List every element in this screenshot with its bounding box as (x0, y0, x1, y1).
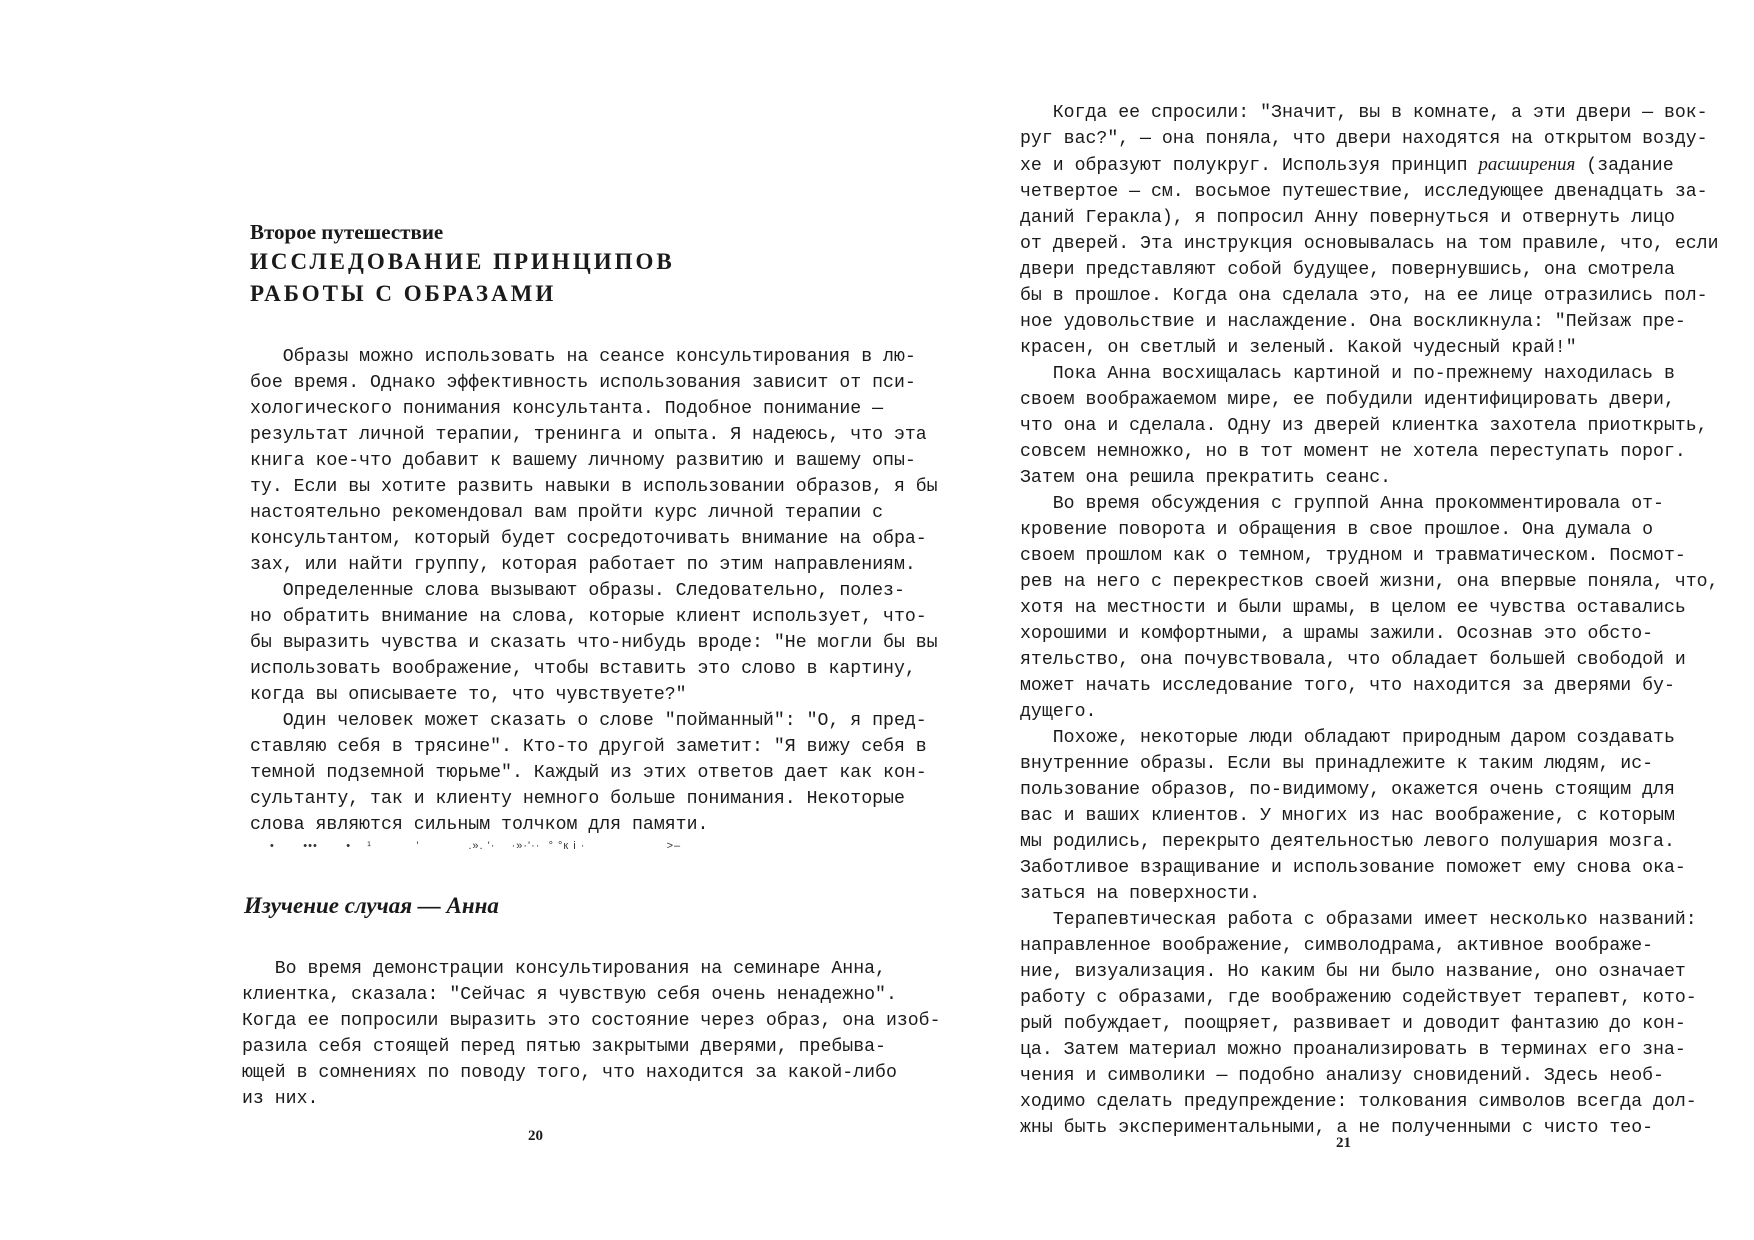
text-line: даний Геракла), я попросил Анну повернуться и отвернуть лицо (1020, 208, 1675, 228)
paragraph (1020, 100, 1720, 361)
text-line: руг вас?", — она поняла, что двери находятся на открытом возду- (1020, 129, 1708, 149)
text-line: жны быть экспериментальными, а не полученными с чисто тео- (1020, 1118, 1654, 1138)
chapter-kicker: Второе путешествие (250, 220, 444, 244)
text-line: чения и символики — подобно анализу сновидений. Здесь необ- (1020, 1066, 1664, 1086)
text-line: хе и образуют полукруг. Используя принцип расширения (задание (1020, 154, 1674, 176)
text-line: темной подземной тюрьме". Каждый из этих ответов дает как кон- (250, 763, 927, 783)
emphasis-term: расширения (1478, 154, 1576, 175)
text-line: сультанту, так и клиенту немного больше понимания. Некоторые (250, 789, 905, 809)
text-line: использовать воображение, чтобы вставить это слово в картину, (250, 659, 916, 679)
left-body-block-2 (242, 956, 941, 1112)
text-line: Терапевтическая работа с образами имеет несколько названий: (1020, 910, 1697, 930)
page-number: 20 (528, 1128, 543, 1144)
left-body-block-1 (250, 344, 938, 838)
text-line: хотя на местности и были шрамы, в целом ее чувства оставались (1020, 598, 1686, 618)
text-line: ставляю себя в трясине". Кто-то другой заметит: "Я вижу себя в (250, 737, 927, 757)
text-line: ние, визуализация. Но каким бы ни было название, оно означает (1020, 962, 1686, 982)
paragraph (1020, 725, 1720, 907)
text-line: ятельство, она почувствовала, что обладает большей свободой и (1020, 650, 1686, 670)
section-heading: Изучение случая — Анна (244, 893, 499, 918)
text-line: Затем она решила прекратить сеанс. (1020, 468, 1392, 488)
text-line: хологического понимания консультанта. Подобное понимание — (250, 399, 884, 419)
paragraph (242, 956, 941, 1112)
text-line: ходимо сделать предупреждение: толкования символов всегда дол- (1020, 1092, 1697, 1112)
text-line: разила себя стоящей перед пятью закрытыми дверями, пребыва- (242, 1037, 886, 1057)
text-line: Когда ее попросили выразить это состояние через образ, она изоб- (242, 1011, 941, 1031)
paragraph (1020, 491, 1720, 725)
text-line: ту. Если вы хотите развить навыки в использовании образов, я бы (250, 477, 938, 497)
text-line: своем прошлом как о темном, трудном и травматическом. Посмот- (1020, 546, 1686, 566)
text-line: Заботливое взращивание и использование поможет ему снова ока- (1020, 858, 1686, 878)
text-line: Похоже, некоторые люди обладают природным даром создавать (1020, 728, 1675, 748)
text-line: ющей в сомнениях по поводу того, что находится за какой-либо (242, 1063, 897, 1083)
text-line: результат личной терапии, тренинга и опыта. Я надеюсь, что эта (250, 425, 927, 445)
text-line: консультантом, который будет сосредоточивать внимание на обра- (250, 529, 927, 549)
text-line: четвертое — см. восьмое путешествие, исследующее двенадцать за- (1020, 182, 1708, 202)
paragraph (1020, 907, 1720, 1141)
text-line: красен, он светлый и зеленый. Какой чудесный край!" (1020, 338, 1577, 358)
text-line: из них. (242, 1089, 319, 1109)
text-line: Один человек может сказать о слове "пойманный": "О, я пред- (250, 711, 927, 731)
paragraph (250, 344, 938, 578)
paragraph (1020, 361, 1720, 491)
text-line: совсем немножко, но в тот момент не хотела переступать порог. (1020, 442, 1686, 462)
text-line: заться на поверхности. (1020, 884, 1261, 904)
text-line: дущего. (1020, 702, 1097, 722)
paragraph (250, 578, 938, 708)
text-line: бое время. Однако эффективность использования зависит от пси- (250, 373, 916, 393)
text-line: книга кое-что добавит к вашему личному развитию и вашему опы- (250, 451, 916, 471)
text-line: может начать исследование того, что находится за дверями бу- (1020, 676, 1675, 696)
text-line: ца. Затем материал можно проанализировать в терминах его зна- (1020, 1040, 1686, 1060)
text-line: слова являются сильным толчком для памяти. (250, 815, 709, 835)
paragraph (250, 708, 927, 838)
text-line: клиентка, сказала: "Сейчас я чувствую себя очень ненадежно". (242, 985, 897, 1005)
text-line: пользование образов, по-видимому, окажется очень стоящим для (1020, 780, 1675, 800)
text-line: бы в прошлое. Когда она сделала это, на ее лице отразились пол- (1020, 286, 1708, 306)
text-line: своем воображаемом мире, ее побудили идентифицировать двери, (1020, 390, 1675, 410)
text-fragment: (задание (1575, 156, 1674, 176)
text-line: Когда ее спросили: "Значит, вы в комнате, а эти двери — вок- (1020, 103, 1708, 123)
text-line: Образы можно использовать на сеансе консультирования в лю- (250, 347, 916, 367)
text-line: двери представляют собой будущее, повернувшись, она смотрела (1020, 260, 1675, 280)
text-line: Определенные слова вызывают образы. Следовательно, полез- (250, 581, 905, 601)
text-line: от дверей. Эта инструкция основывалась на том правиле, что, если (1020, 234, 1719, 254)
text-line: Во время демонстрации консультирования на семинаре Анна, (242, 959, 886, 979)
text-line: что она и сделала. Одну из дверей клиентка захотела приоткрыть, (1020, 416, 1708, 436)
text-line: бы выразить чувства и сказать что-нибудь вроде: "Не могли бы вы (250, 633, 938, 653)
text-line: внутренние образы. Если вы принадлежите к таким людям, ис- (1020, 754, 1654, 774)
page-number: 21 (1336, 1135, 1351, 1151)
text-line: рый побуждает, поощряет, развивает и доводит фантазию до кон- (1020, 1014, 1686, 1034)
text-line: зах, или найти группу, которая работает по этим направлениям. (250, 555, 916, 575)
right-page (877, 0, 1754, 1240)
text-line: настоятельно рекомендовал вам пройти курс личной терапии с (250, 503, 884, 523)
scan-artifact-text: • ••• • ¹ ' .». '· ·»·'·· ° °к і · >– (270, 840, 682, 852)
right-body-block (1020, 100, 1720, 1141)
text-line: хорошими и комфортными, а шрамы зажили. Осознав это обсто- (1020, 624, 1654, 644)
text-line: кровение поворота и обращения в свое прошлое. Она думала о (1020, 520, 1654, 540)
chapter-heading (250, 218, 675, 310)
chapter-title-line-2: РАБОТЫ С ОБРАЗАМИ (250, 281, 557, 306)
text-line: направленное воображение, символодрама, активное воображе- (1020, 936, 1654, 956)
chapter-title-line-1: ИССЛЕДОВАНИЕ ПРИНЦИПОВ (250, 249, 675, 274)
text-line: ное удовольствие и наслаждение. Она воскликнула: "Пейзаж пре- (1020, 312, 1686, 332)
text-line: вас и ваших клиентов. У многих из нас воображение, с которым (1020, 806, 1675, 826)
text-line: когда вы описываете то, что чувствуете?" (250, 685, 687, 705)
text-line: работу с образами, где воображению содействует терапевт, кото- (1020, 988, 1697, 1008)
text-line: мы родились, перекрыто деятельностью левого полушария мозга. (1020, 832, 1675, 852)
text-line: но обратить внимание на слова, которые клиент использует, что- (250, 607, 927, 627)
text-line: Во время обсуждения с группой Анна прокомментировала от- (1020, 494, 1664, 514)
text-line: рев на него с перекрестков своей жизни, она впервые поняла, что, (1020, 572, 1719, 592)
text-line: Пока Анна восхищалась картиной и по-прежнему находилась в (1020, 364, 1675, 384)
